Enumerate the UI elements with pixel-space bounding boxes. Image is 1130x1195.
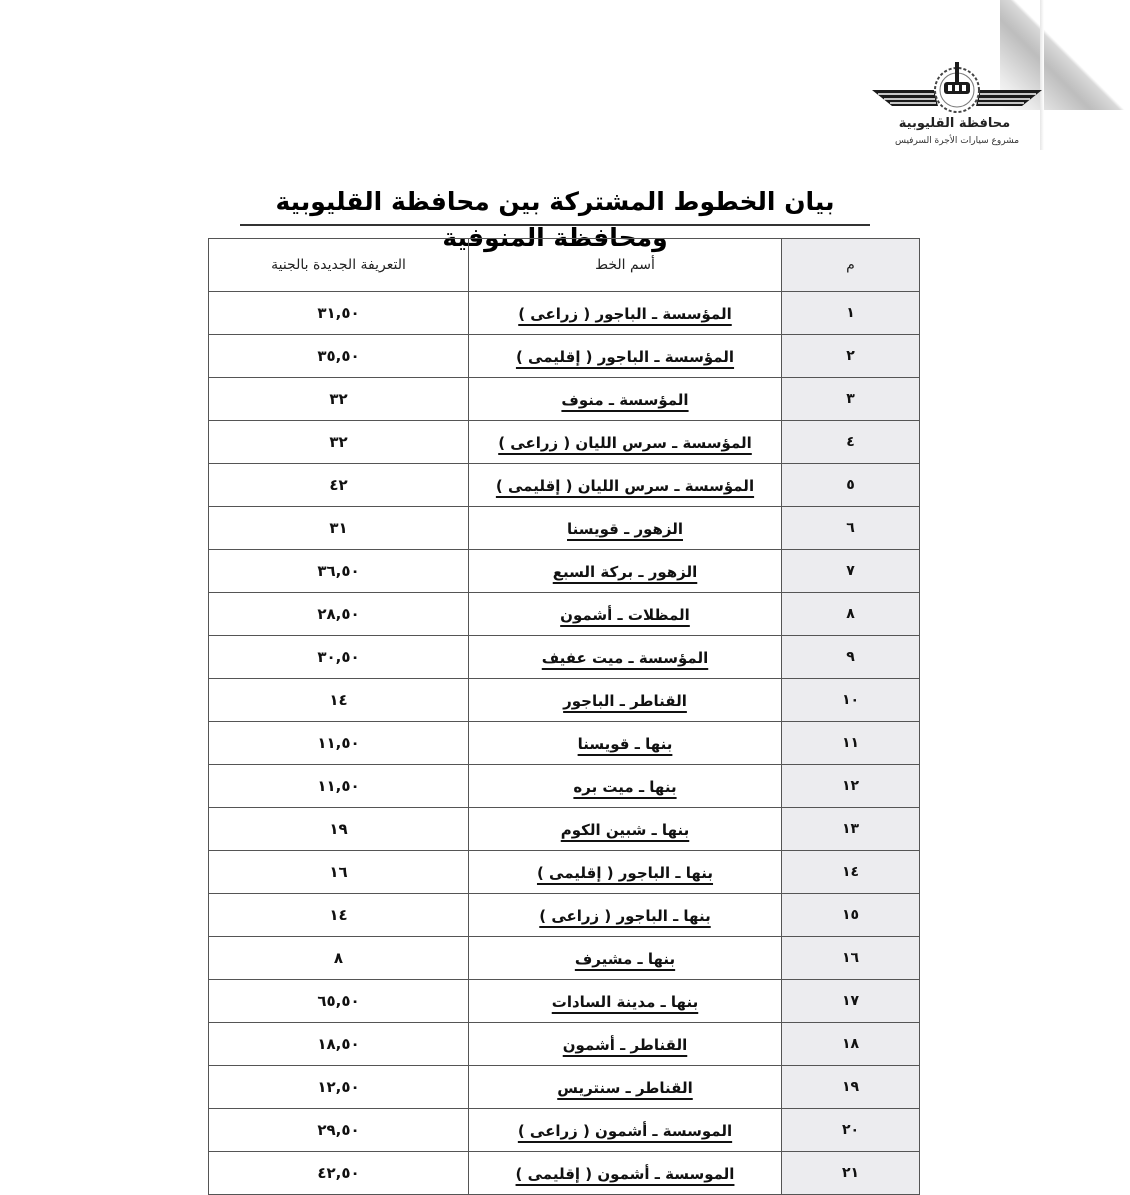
row-number: ١ — [782, 292, 920, 335]
line-name-cell — [469, 507, 782, 550]
line-name-cell — [469, 335, 782, 378]
line-name-cell — [469, 1109, 782, 1152]
line-name: بنها ـ الباجور ( إقليمى ) — [536, 863, 714, 882]
line-name: المؤسسة ـ منوف — [561, 390, 689, 409]
fare-value: ١١,٥٠ — [209, 722, 469, 765]
line-name: بنها ـ شبين الكوم — [560, 820, 690, 839]
table-row — [209, 980, 920, 1023]
line-name: الزهور ـ قويسنا — [567, 519, 683, 538]
line-name: المؤسسة ـ الباجور ( زراعى ) — [518, 304, 732, 323]
row-number: ٩ — [782, 636, 920, 679]
table-row — [209, 378, 920, 421]
line-name: القناطر ـ سنتريس — [557, 1078, 693, 1097]
line-name: الزهور ـ بركة السبع — [552, 562, 698, 581]
line-name: الموسسة ـ أشمون ( إقليمى ) — [515, 1164, 735, 1183]
logo-project-name: مشروع سيارات الأجرة السرفيس — [894, 136, 1020, 146]
line-name-cell — [469, 464, 782, 507]
row-number: ٤ — [782, 421, 920, 464]
line-name-cell — [469, 851, 782, 894]
row-number: ١٧ — [782, 980, 920, 1023]
line-name-cell — [469, 808, 782, 851]
table-row — [209, 335, 920, 378]
fare-value: ٤٢,٥٠ — [209, 1152, 469, 1195]
line-name-cell — [469, 765, 782, 808]
row-number: ١٢ — [782, 765, 920, 808]
table-row — [209, 464, 920, 507]
column-header-fare: التعريفة الجديدة بالجنية — [209, 239, 469, 292]
governorate-logo — [862, 60, 1052, 156]
fare-value: ١٨,٥٠ — [209, 1023, 469, 1066]
table-row — [209, 550, 920, 593]
fare-value: ٣٥,٥٠ — [209, 335, 469, 378]
row-number: ٦ — [782, 507, 920, 550]
fare-value: ١١,٥٠ — [209, 765, 469, 808]
row-number: ١٨ — [782, 1023, 920, 1066]
line-name: المؤسسة ـ سرس الليان ( زراعى ) — [498, 433, 752, 452]
line-name-cell — [469, 1152, 782, 1195]
row-number: ٨ — [782, 593, 920, 636]
table-row — [209, 722, 920, 765]
line-name: الموسسة ـ أشمون ( زراعى ) — [517, 1121, 733, 1140]
fare-value: ٣٢ — [209, 421, 469, 464]
row-number: ٢٠ — [782, 1109, 920, 1152]
logo-governorate-name: محافظة القليوبية — [898, 116, 1011, 131]
table-row — [209, 1152, 920, 1195]
table-row — [209, 1109, 920, 1152]
table-row — [209, 937, 920, 980]
line-name-cell — [469, 593, 782, 636]
row-number: ١٤ — [782, 851, 920, 894]
fare-value: ٢٩,٥٠ — [209, 1109, 469, 1152]
fare-value: ٢٨,٥٠ — [209, 593, 469, 636]
table-header-row — [209, 239, 920, 292]
table-row — [209, 851, 920, 894]
line-name-cell — [469, 980, 782, 1023]
line-name: القناطر ـ الباجور — [563, 691, 687, 710]
fare-value: ٣٦,٥٠ — [209, 550, 469, 593]
table-row — [209, 1066, 920, 1109]
column-header-number: م — [782, 239, 920, 292]
row-number: ٣ — [782, 378, 920, 421]
shared-lines-table — [208, 238, 920, 1195]
table-row — [209, 765, 920, 808]
row-number: ١١ — [782, 722, 920, 765]
row-number: ٢ — [782, 335, 920, 378]
table-row — [209, 507, 920, 550]
line-name: المظلات ـ أشمون — [560, 605, 690, 624]
line-name-cell — [469, 679, 782, 722]
fare-value: ٣١,٥٠ — [209, 292, 469, 335]
page-title: بيان الخطوط المشتركة بين محافظة القليوبية ومحافظة المنوفية — [240, 184, 870, 226]
table-row — [209, 1023, 920, 1066]
table-row — [209, 636, 920, 679]
line-name: بنها ـ قويسنا — [577, 734, 673, 753]
row-number: ٢١ — [782, 1152, 920, 1195]
line-name: بنها ـ مدينة السادات — [551, 992, 699, 1011]
line-name: المؤسسة ـ ميت عفيف — [541, 648, 709, 667]
row-number: ١٣ — [782, 808, 920, 851]
line-name: بنها ـ مشيرف — [574, 949, 676, 968]
line-name: بنها ـ ميت بره — [573, 777, 677, 796]
row-number: ١٥ — [782, 894, 920, 937]
fare-value: ١٦ — [209, 851, 469, 894]
table-row — [209, 808, 920, 851]
line-name-cell — [469, 722, 782, 765]
line-name-cell — [469, 292, 782, 335]
line-name-cell — [469, 378, 782, 421]
fare-value: ٨ — [209, 937, 469, 980]
fare-value: ٤٢ — [209, 464, 469, 507]
line-name: المؤسسة ـ الباجور ( إقليمى ) — [515, 347, 735, 366]
fare-value: ١٤ — [209, 894, 469, 937]
fare-value: ٦٥,٥٠ — [209, 980, 469, 1023]
column-header-line-name: أسم الخط — [469, 239, 782, 292]
line-name: المؤسسة ـ سرس الليان ( إقليمى ) — [495, 476, 755, 495]
fare-value: ٣١ — [209, 507, 469, 550]
fare-value: ١٢,٥٠ — [209, 1066, 469, 1109]
line-name-cell — [469, 894, 782, 937]
table-row — [209, 894, 920, 937]
table-row — [209, 679, 920, 722]
row-number: ١٩ — [782, 1066, 920, 1109]
table-row — [209, 593, 920, 636]
line-name: القناطر ـ أشمون — [562, 1035, 688, 1054]
row-number: ١٠ — [782, 679, 920, 722]
line-name: بنها ـ الباجور ( زراعى ) — [539, 906, 711, 925]
table-row — [209, 421, 920, 464]
line-name-cell — [469, 550, 782, 593]
fare-value: ١٩ — [209, 808, 469, 851]
table-row — [209, 292, 920, 335]
line-name-cell — [469, 937, 782, 980]
row-number: ٥ — [782, 464, 920, 507]
winged-emblem-icon — [872, 60, 1042, 116]
line-name-cell — [469, 421, 782, 464]
fare-value: ٣٢ — [209, 378, 469, 421]
fare-value: ٣٠,٥٠ — [209, 636, 469, 679]
row-number: ٧ — [782, 550, 920, 593]
fare-value: ١٤ — [209, 679, 469, 722]
line-name-cell — [469, 636, 782, 679]
line-name-cell — [469, 1066, 782, 1109]
line-name-cell — [469, 1023, 782, 1066]
row-number: ١٦ — [782, 937, 920, 980]
